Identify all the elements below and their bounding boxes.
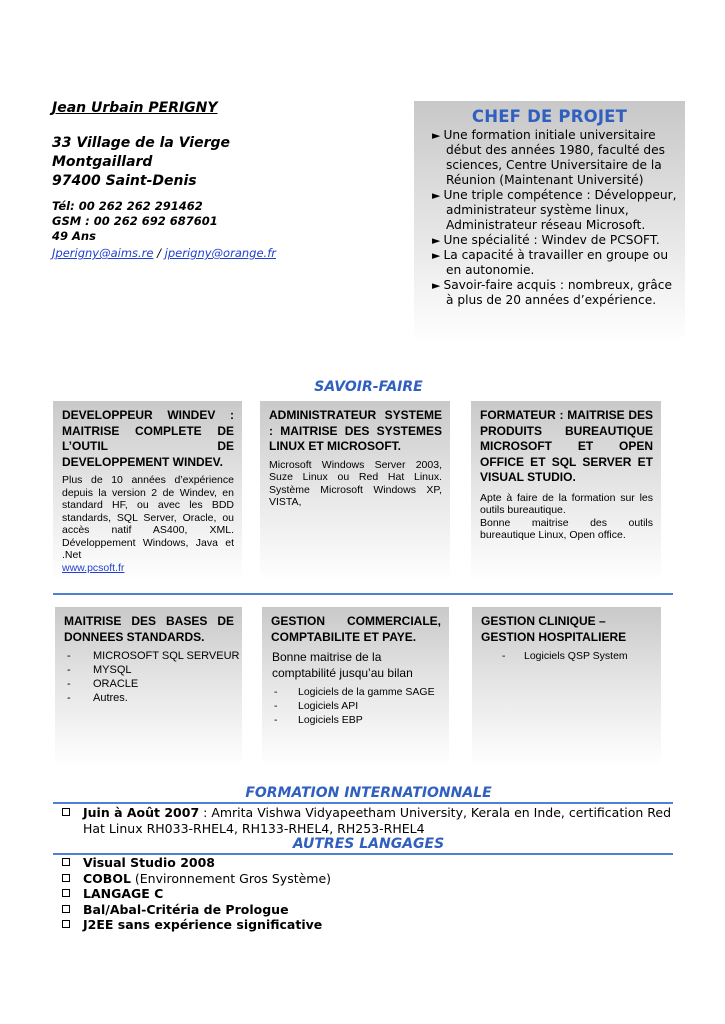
langage-detail: (Environnement Gros Système) xyxy=(130,870,332,886)
address-line1: 33 Village de la Vierge xyxy=(52,135,230,151)
card-list xyxy=(262,685,449,727)
card-gestion-commerciale xyxy=(262,607,449,767)
formation-divider xyxy=(53,802,673,804)
checkbox-bullet-icon xyxy=(62,905,70,913)
card-title: FORMATEUR : MAITRISE DES PRODUITS BUREAUTIQUE MICROSOFT ET OPEN OFFICE ET SQL SERVER ET VISUAL STUDIO. xyxy=(480,408,653,484)
chef-item xyxy=(432,233,679,248)
chef-item-text: Une triple compétence : Développeur, administrateur système linux, Administrateur réseau Microsoft. xyxy=(443,188,677,232)
card-body xyxy=(471,486,661,542)
list-item-text: ORACLE xyxy=(93,678,139,690)
card-formateur xyxy=(471,401,661,581)
langage-name: Bal/Abal-Critéria de Prologue xyxy=(83,901,289,917)
langage-item xyxy=(62,902,672,918)
list-item xyxy=(67,663,242,677)
list-item xyxy=(67,677,242,691)
checkbox-bullet-icon xyxy=(62,889,70,897)
dash-bullet: - xyxy=(67,664,71,676)
card-body: Microsoft Windows Server 2003, Suze Linux ou Red Hat Linux. Système Microsoft Windows XP, VISTA, xyxy=(269,458,442,508)
list-item-text: MICROSOFT SQL SERVEUR xyxy=(93,650,240,662)
triangle-bullet-icon: ► xyxy=(432,189,441,202)
checkbox-bullet-icon xyxy=(62,858,70,866)
card-developpeur-windev xyxy=(53,401,242,581)
email-link-aims[interactable]: Jperigny@aims.re xyxy=(52,246,154,260)
dash-bullet: - xyxy=(67,692,71,704)
contact-block xyxy=(52,199,218,244)
checkbox-bullet-icon xyxy=(62,874,70,882)
card-title: DEVELOPPEUR WINDEV : MAITRISE COMPLETE DE L’OUTIL DE DEVELOPPEMENT WINDEV. xyxy=(62,408,234,469)
triangle-bullet-icon: ► xyxy=(432,279,441,292)
age: 49 Ans xyxy=(52,229,96,243)
formation-entry xyxy=(62,805,672,836)
card-body-line: Apte à faire de la formation sur les outils bureautique. xyxy=(480,491,653,516)
chef-item-text: La capacité à travailler en groupe ou en autonomie. xyxy=(443,248,669,277)
langage-item xyxy=(62,871,672,887)
card-title: GESTION COMMERCIALE, COMPTABILITE ET PAYE. xyxy=(271,614,441,644)
card-gestion-clinique xyxy=(472,607,661,767)
formation-title: FORMATION INTERNATIONNALE xyxy=(245,785,492,801)
address-line2: Montgaillard xyxy=(52,154,153,170)
dash-bullet: - xyxy=(67,650,71,662)
address-line3: 97400 Saint-Denis xyxy=(52,173,197,189)
section-divider xyxy=(53,593,673,595)
langage-item xyxy=(62,917,672,933)
formation-bullet xyxy=(62,805,83,836)
card-title: MAITRISE DES BASES DE DONNEES STANDARDS. xyxy=(64,614,234,644)
langage-name: LANGAGE C xyxy=(83,886,164,901)
chef-de-projet-box xyxy=(414,101,685,343)
formation-text: : Amrita Vishwa Vidyapeetham University, Kerala en Inde, certification Red Hat Linux RH033-RHEL4, RH133-RHEL4, RH253-RHEL4 xyxy=(83,805,672,836)
formation-row xyxy=(62,805,672,836)
list-item xyxy=(502,649,661,663)
formation-text-wrap xyxy=(83,805,672,836)
chef-item xyxy=(432,188,679,233)
card-title: GESTION CLINIQUE – GESTION HOSPITALIERE xyxy=(481,614,627,644)
card-body-text: Plus de 10 années d’expérience depuis la version 2 de Windev, en standard HF, ou avec les BDD standards, SQL Server, Oracle, ou accès natif AS400, XML. Développement Windows, Java et .Net xyxy=(62,474,234,561)
langage-item xyxy=(62,855,672,871)
checkbox-bullet-icon xyxy=(62,808,70,816)
dash-bullet: - xyxy=(502,650,506,662)
list-item-text: MYSQL xyxy=(93,664,132,676)
langage-name: COBOL xyxy=(83,870,131,886)
langage-name: J2EE sans expérience significative xyxy=(83,917,323,932)
chef-item xyxy=(432,278,679,308)
mobile: GSM : 00 262 692 687601 xyxy=(52,214,218,228)
langage-item xyxy=(62,886,672,902)
email-separator: / xyxy=(153,246,165,260)
card-intro: Bonne maitrise de la comptabilité jusqu’au bilan xyxy=(272,650,413,680)
chef-item-text: Savoir-faire acquis : nombreux, grâce à plus de 20 années d’expérience. xyxy=(443,278,672,307)
phone: Tél: 00 262 262 291462 xyxy=(52,199,203,213)
list-item-text: Autres. xyxy=(93,692,128,704)
card-list xyxy=(472,649,661,663)
list-item xyxy=(274,699,449,713)
dash-bullet: - xyxy=(274,700,278,712)
card-body-line: Bonne maitrise des outils bureautique Linux, Open office. xyxy=(480,516,653,541)
list-item-text: Logiciels EBP xyxy=(298,714,363,726)
triangle-bullet-icon: ► xyxy=(432,249,441,262)
list-item xyxy=(274,685,449,699)
triangle-bullet-icon: ► xyxy=(432,129,441,142)
card-body xyxy=(53,470,242,574)
card-list xyxy=(55,649,242,705)
card-title: ADMINISTRATEUR SYSTEME : MAITRISE DES SYSTEMES LINUX ET MICROSOFT. xyxy=(269,408,442,453)
list-item xyxy=(274,713,449,727)
chef-list xyxy=(414,128,685,308)
formation-date: Juin à Août 2007 xyxy=(83,805,200,820)
candidate-name: Jean Urbain PERIGNY xyxy=(52,100,218,116)
chef-item-text: Une formation initiale universitaire début des années 1980, faculté des sciences, Centre Universitaire de la Réunion (Maintenant Université) xyxy=(443,128,666,187)
email-link-orange[interactable]: jperigny@orange.fr xyxy=(164,246,276,260)
chef-item xyxy=(432,128,679,188)
checkbox-bullet-icon xyxy=(62,920,70,928)
chef-item-text: Une spécialité : Windev de PCSOFT. xyxy=(443,233,660,247)
dash-bullet: - xyxy=(274,714,278,726)
list-item-text: Logiciels de la gamme SAGE xyxy=(298,686,435,698)
dash-bullet: - xyxy=(67,678,71,690)
address-block xyxy=(52,134,230,191)
pcsoft-link[interactable]: www.pcsoft.fr xyxy=(62,561,125,574)
dash-bullet: - xyxy=(274,686,278,698)
savoir-faire-title: SAVOIR-FAIRE xyxy=(314,379,423,395)
list-item xyxy=(67,691,242,705)
langages-title: AUTRES LANGAGES xyxy=(292,836,445,852)
card-bases-de-donnees xyxy=(55,607,242,767)
list-item-text: Logiciels API xyxy=(298,700,359,712)
list-item-text: Logiciels QSP System xyxy=(524,650,628,662)
chef-item xyxy=(432,248,679,278)
triangle-bullet-icon: ► xyxy=(432,234,441,247)
emails xyxy=(52,246,276,260)
list-item xyxy=(67,649,242,663)
chef-title: CHEF DE PROJET xyxy=(471,107,628,126)
langages-list xyxy=(62,855,672,933)
langage-name: Visual Studio 2008 xyxy=(83,855,215,870)
card-admin-systeme xyxy=(260,401,450,581)
